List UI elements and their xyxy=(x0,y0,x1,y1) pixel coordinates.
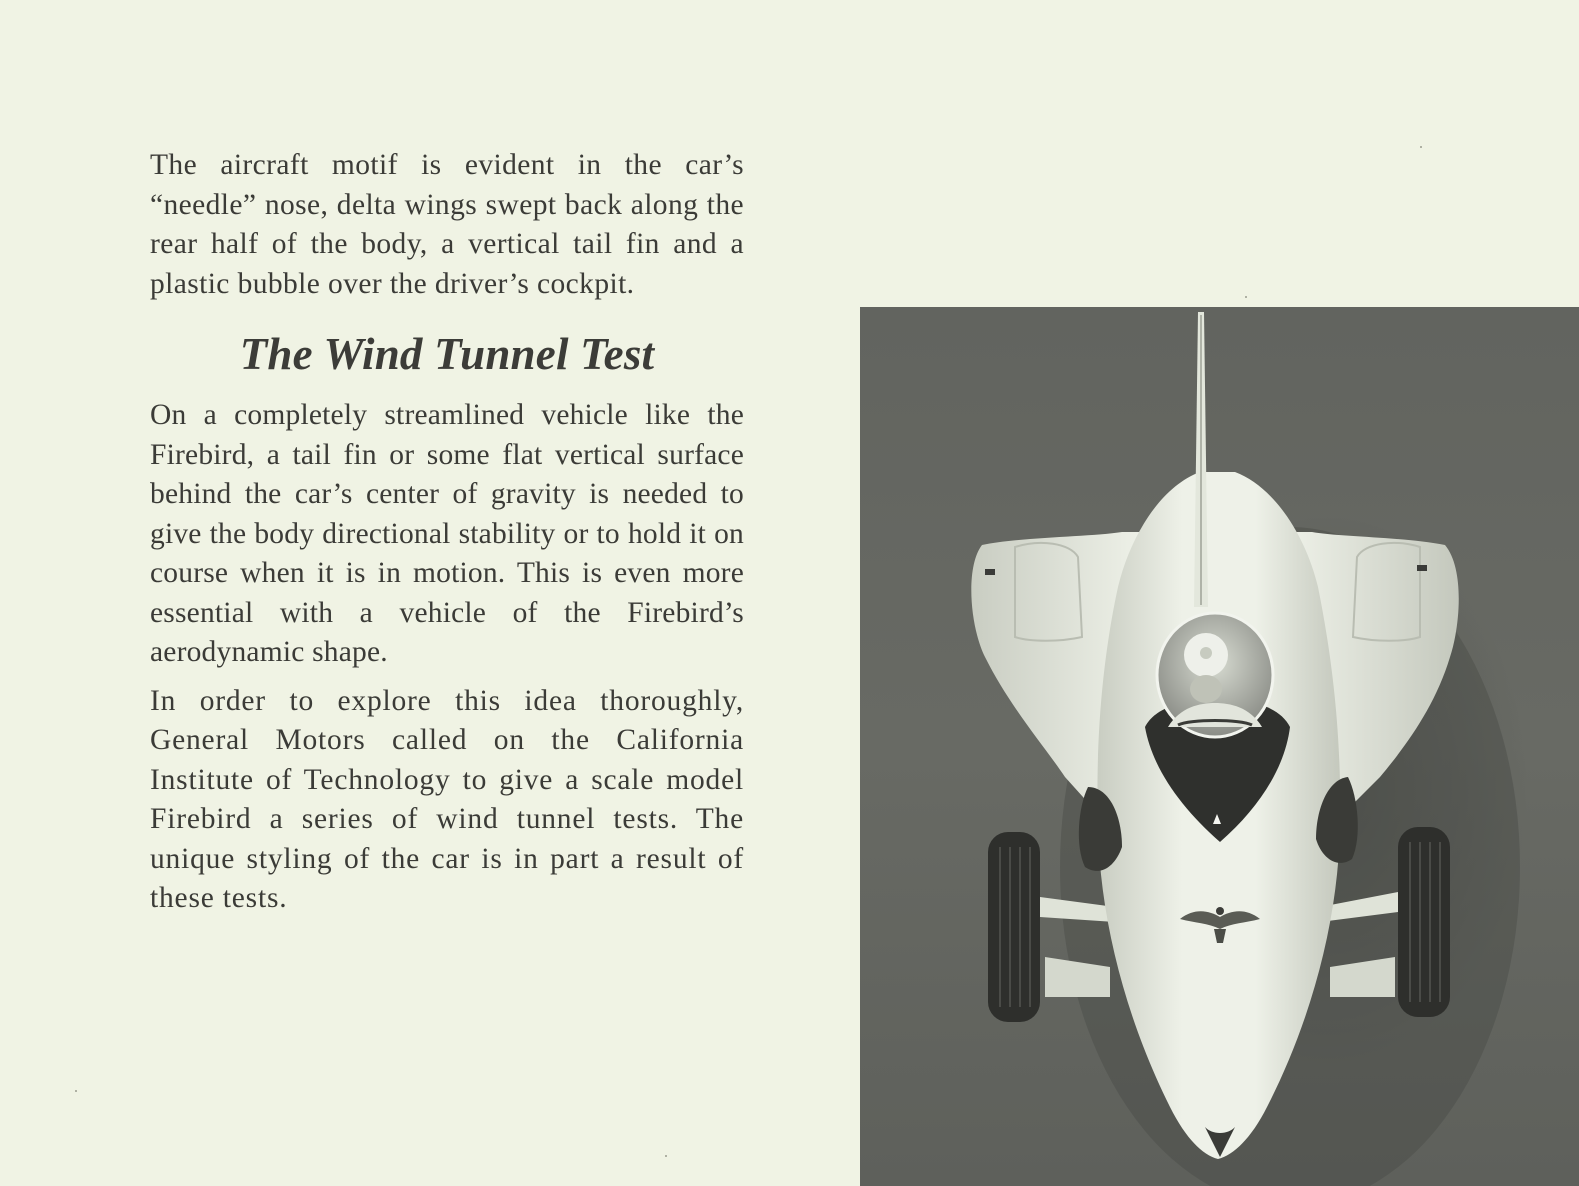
body-paragraph-1: On a completely streamlined vehicle like the Firebird, a tail fin or some flat vertical surface behind the car’s center of gravity is needed to give the body directional stability or to hold it on course when it is in motion. This is even more essential with a vehicle of the Firebird’s aerodynamic shape. xyxy=(150,399,744,668)
rear-left-wheel xyxy=(988,832,1040,1022)
text-column xyxy=(150,146,744,919)
rear-right-wheel xyxy=(1398,827,1450,1017)
paper-speck xyxy=(1245,296,1247,298)
paper-speck xyxy=(1420,146,1422,148)
firebird-photo xyxy=(860,307,1579,1186)
paper-speck xyxy=(75,1090,77,1092)
intro-paragraph: The aircraft motif is evident in the car’s “needle” nose, delta wings swept back along the rear half of the body, a vertical tail fin and a plastic bubble over the driver’s cockpit. xyxy=(150,149,744,300)
paper-speck xyxy=(665,1155,667,1157)
section-heading: The Wind Tunnel Test xyxy=(239,329,655,379)
body-paragraph-2: In order to explore this idea thoroughly, General Motors called on the California Institute of Technology to give a scale model Firebird a series of wind tunnel tests. The unique styling of the car is in part a result of these tests. xyxy=(150,684,744,914)
firebird-car-illustration xyxy=(860,307,1579,1186)
